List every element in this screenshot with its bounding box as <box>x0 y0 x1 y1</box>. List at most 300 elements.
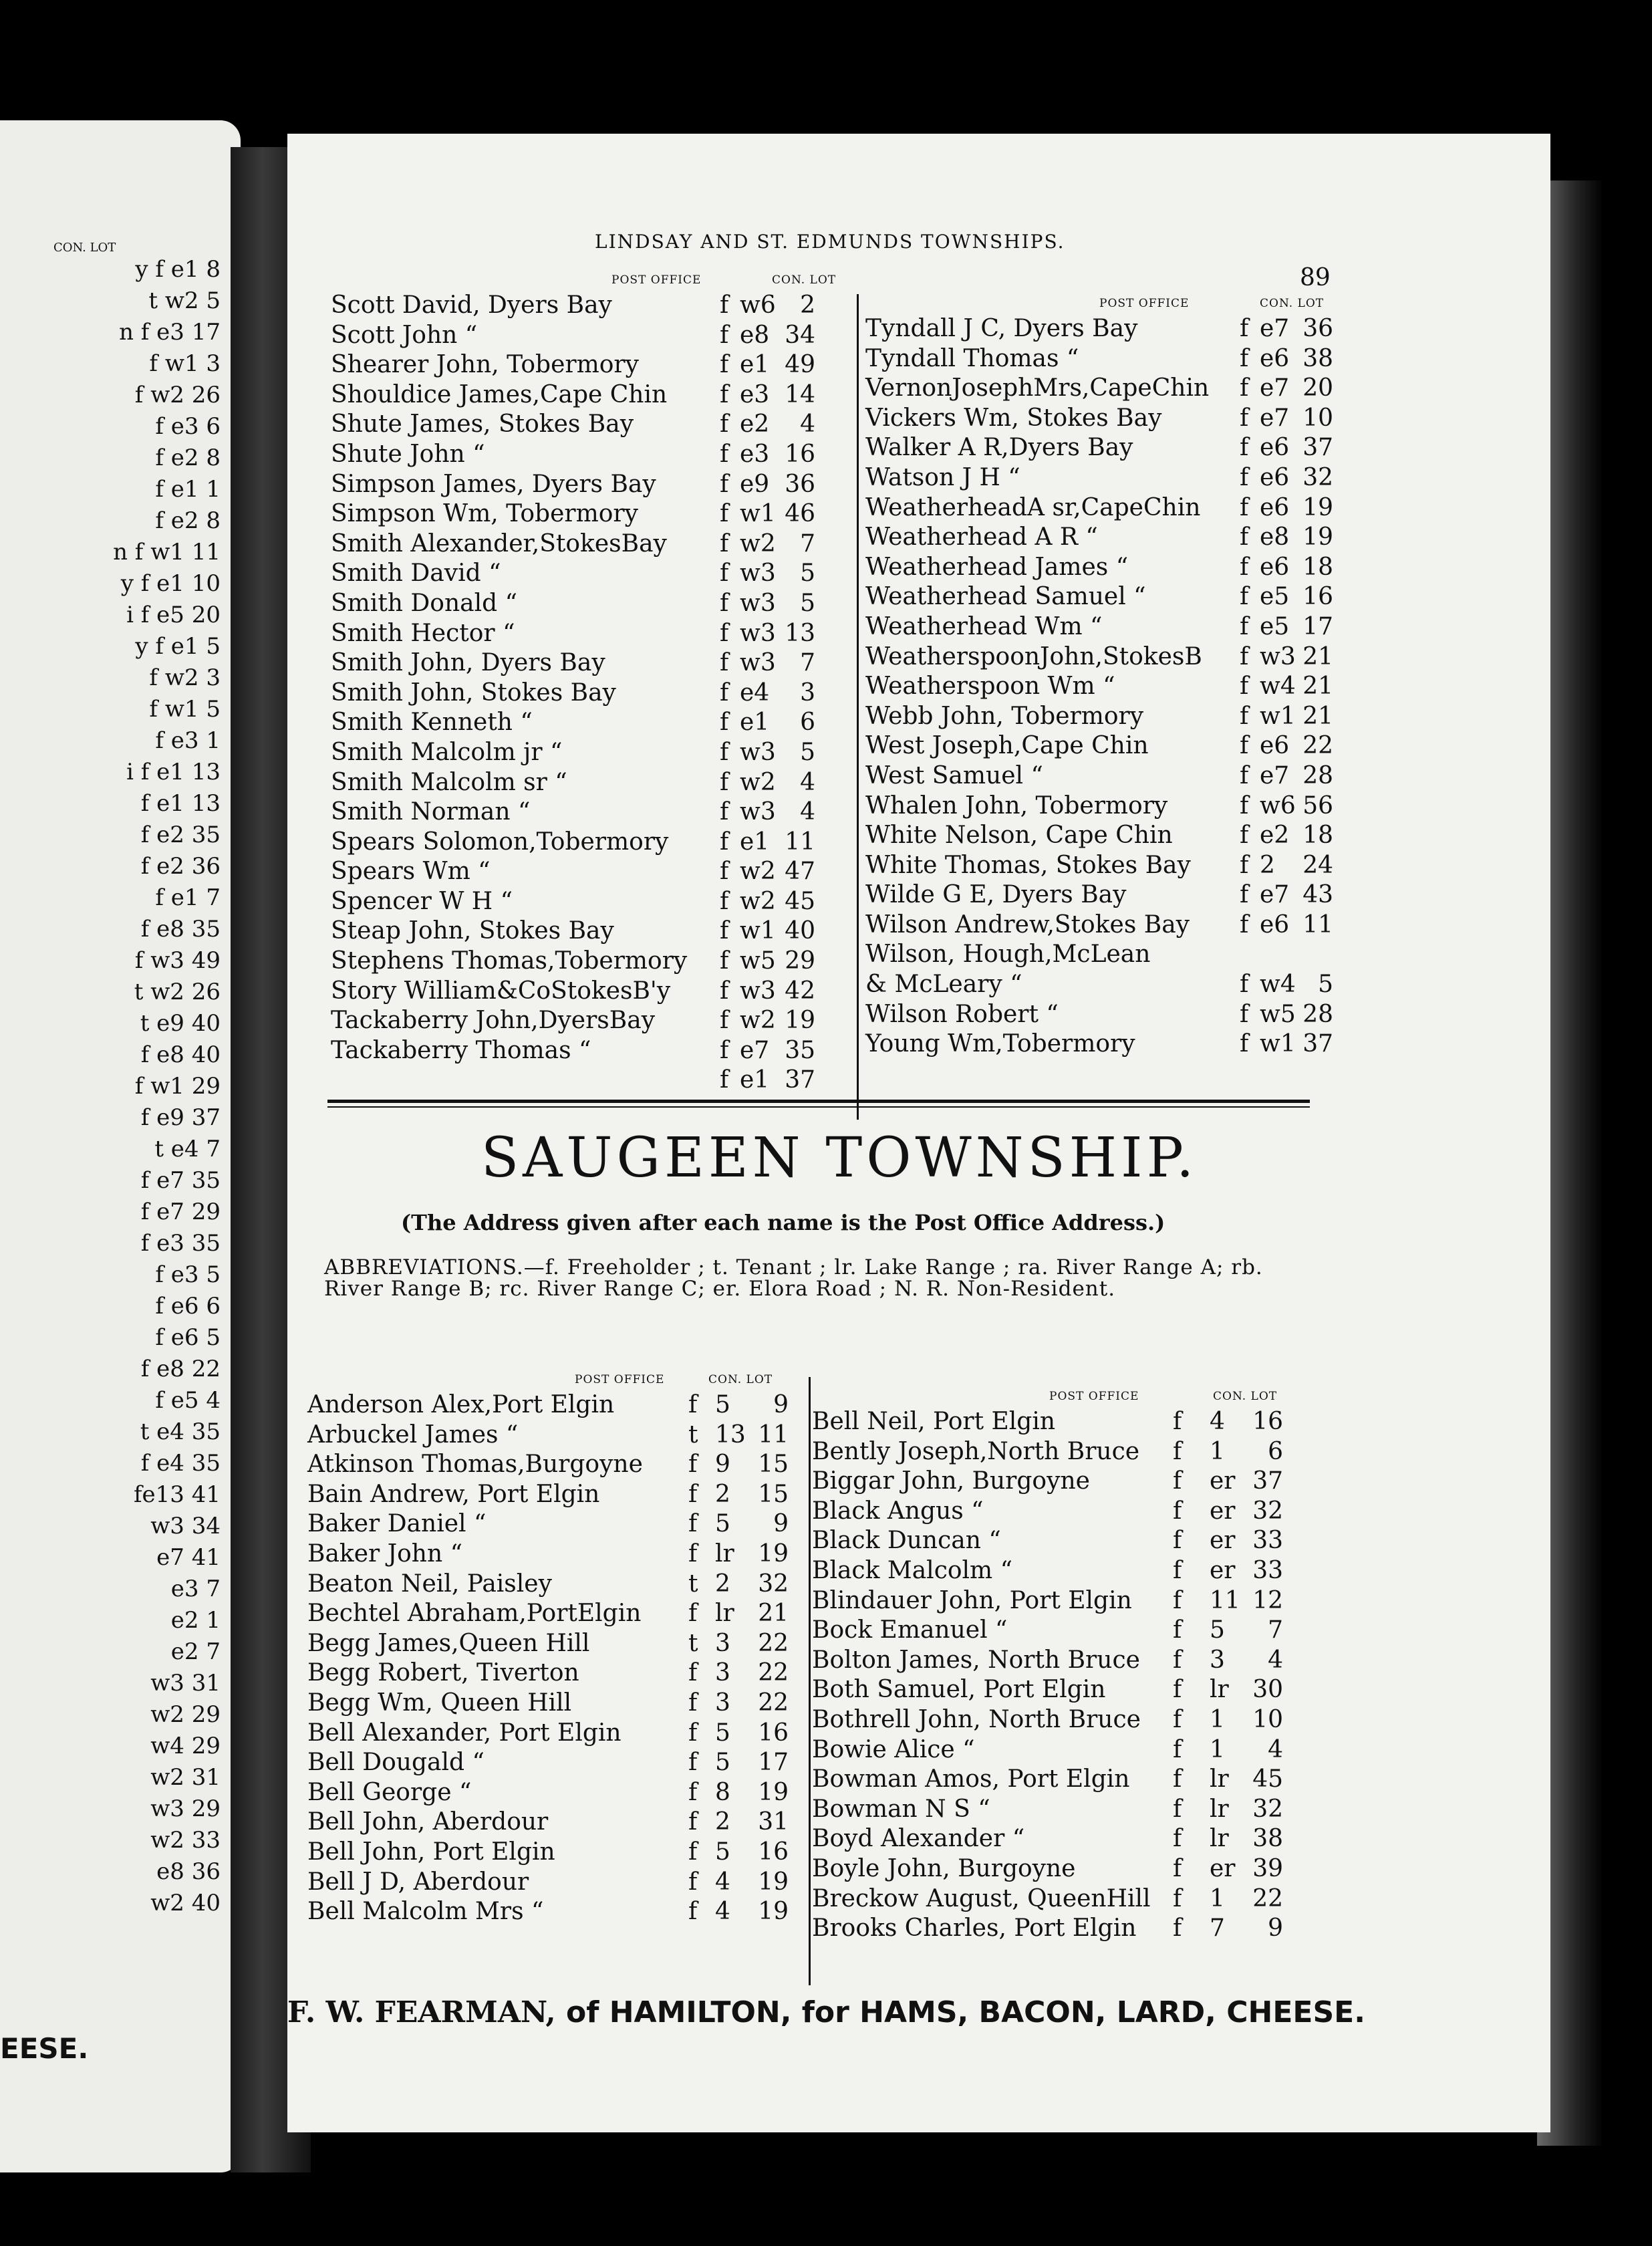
entry-name: Smith Norman “ <box>331 798 531 826</box>
entry-concession: er <box>1210 1497 1236 1525</box>
entry-concession: 4 <box>715 1868 730 1896</box>
directory-entry <box>307 1539 815 1570</box>
entry-lot: 45 <box>1252 1765 1283 1793</box>
entry-status: f <box>1173 1467 1182 1495</box>
entry-name: Whalen John, Tobermory <box>865 791 1168 820</box>
directory-entry <box>331 916 852 947</box>
left-page-entry: f w1 5 <box>149 696 221 723</box>
entry-status: f <box>720 858 729 886</box>
directory-entry <box>812 1854 1320 1884</box>
entry-lot: 39 <box>1252 1854 1283 1882</box>
entry-status: f <box>1173 1408 1182 1435</box>
left-page-entry: e2 7 <box>170 1638 221 1665</box>
entry-concession: 3 <box>715 1629 730 1657</box>
entry-name: Black Malcolm “ <box>812 1556 1013 1584</box>
entry-concession: w1 <box>740 500 776 528</box>
con-lot-header: CON. LOT <box>708 1373 773 1386</box>
directory-entry <box>331 947 852 977</box>
entry-concession: w4 <box>1260 672 1296 701</box>
entry-status: f <box>1173 1795 1182 1823</box>
directory-entry <box>865 910 1360 941</box>
left-page-entry: y f e1 10 <box>120 570 221 597</box>
entry-status: f <box>1240 315 1249 342</box>
saugeen-right-entries <box>812 1407 1320 1944</box>
section-rule <box>327 1100 1310 1103</box>
directory-entry <box>331 499 852 529</box>
entry-concession: w2 <box>740 858 776 886</box>
footer-advertisement <box>287 1995 1365 2029</box>
entry-concession: e7 <box>1260 404 1290 432</box>
entry-concession: lr <box>715 1600 734 1628</box>
entry-concession: w3 <box>740 589 776 617</box>
directory-entry <box>331 529 852 559</box>
entry-lot: 32 <box>1252 1497 1283 1525</box>
directory-entry <box>331 797 852 828</box>
entry-lot: 40 <box>785 917 815 945</box>
entry-lot: 12 <box>1252 1586 1283 1614</box>
directory-entry <box>331 1066 852 1096</box>
entry-name: Bechtel Abraham,PortElgin <box>307 1600 642 1628</box>
entry-concession: e6 <box>1260 344 1290 372</box>
directory-entry <box>865 404 1360 434</box>
directory-entry <box>307 1420 815 1451</box>
left-page-entry: f e9 37 <box>140 1104 221 1131</box>
entry-status: f <box>720 738 729 766</box>
entry-lot: 30 <box>1252 1676 1283 1704</box>
left-page-entry: f e3 35 <box>140 1230 221 1257</box>
abbreviations: ABBREVIATIONS.—f. Freeholder ; t. Tenant ; lr. Lake Range ; ra. River Range A; rb. River Range B; rc. River Range C; er. Elora Road ; N. R. Non-Resident. <box>324 1255 1263 1301</box>
entry-name: Weatherhead Wm “ <box>865 612 1103 640</box>
entry-name: Smith David “ <box>331 559 501 588</box>
entry-status: f <box>720 947 729 975</box>
entry-concession: lr <box>1210 1795 1229 1823</box>
directory-entry <box>331 648 852 678</box>
entry-lot: 9 <box>1268 1914 1283 1943</box>
entry-name: Spears Solomon,Tobermory <box>331 828 669 856</box>
entry-concession: 4 <box>1210 1408 1225 1435</box>
entry-name: Begg Wm, Queen Hill <box>307 1689 572 1717</box>
entry-name: & McLeary “ <box>865 971 1022 999</box>
entry-status: f <box>688 1749 698 1777</box>
entry-status: f <box>1173 1497 1182 1525</box>
entry-lot: 49 <box>785 351 815 379</box>
entry-lot: 22 <box>758 1689 789 1717</box>
entry-name: Baker John “ <box>307 1539 463 1568</box>
entry-status: f <box>720 410 729 439</box>
directory-entry <box>331 350 852 380</box>
left-page-entry: i f e1 13 <box>126 759 221 785</box>
entry-status: f <box>1240 344 1249 372</box>
entry-status: f <box>720 351 729 379</box>
entry-concession: w2 <box>740 529 776 557</box>
column-header <box>812 1387 1320 1407</box>
entry-concession: 1 <box>1210 1437 1225 1465</box>
entry-status: f <box>1240 910 1249 939</box>
entry-lot: 36 <box>785 470 815 498</box>
entry-status: f <box>1240 583 1249 611</box>
entry-status: f <box>1173 1437 1182 1465</box>
lindsay-left-entries <box>331 291 852 1096</box>
directory-entry <box>307 1897 815 1927</box>
directory-entry <box>331 1006 852 1036</box>
directory-entry <box>865 642 1360 672</box>
entry-lot: 11 <box>758 1420 789 1449</box>
entry-status: f <box>1173 1765 1182 1793</box>
entry-status: f <box>688 1719 698 1747</box>
entry-lot: 19 <box>758 1898 789 1926</box>
directory-entry <box>307 1748 815 1778</box>
entry-lot: 19 <box>1302 493 1333 521</box>
entry-name: Watson J H “ <box>865 463 1020 491</box>
entry-concession: er <box>1210 1854 1236 1882</box>
entry-concession: e6 <box>1260 910 1290 939</box>
directory-entry <box>307 1807 815 1838</box>
entry-lot: 2 <box>800 291 815 319</box>
entry-name: Shearer John, Tobermory <box>331 351 639 379</box>
entry-status: f <box>1240 1000 1249 1028</box>
entry-name: Arbuckel James “ <box>307 1420 519 1449</box>
entry-lot: 24 <box>1302 851 1333 879</box>
left-page-rows <box>0 254 221 1919</box>
entry-lot: 28 <box>1302 1000 1333 1028</box>
entry-lot: 18 <box>1302 553 1333 581</box>
left-page-entry: y f e1 5 <box>135 633 221 660</box>
entry-name: Black Angus “ <box>812 1497 984 1525</box>
directory-entry <box>331 440 852 470</box>
entry-status: f <box>1173 1825 1182 1853</box>
entry-name: Simpson James, Dyers Bay <box>331 470 656 498</box>
directory-entry <box>331 291 852 321</box>
entry-name: Bell John, Aberdour <box>307 1808 549 1836</box>
entry-name: Walker A R,Dyers Bay <box>865 434 1133 462</box>
entry-name: Biggar John, Burgoyne <box>812 1467 1090 1495</box>
entry-status: f <box>720 887 729 915</box>
entry-name: Baker Daniel “ <box>307 1510 487 1538</box>
entry-lot: 37 <box>1252 1467 1283 1495</box>
directory-entry <box>307 1658 815 1689</box>
entry-lot: 36 <box>1302 315 1333 342</box>
entry-lot: 21 <box>1302 672 1333 701</box>
entry-status: f <box>688 1480 698 1508</box>
entry-concession: 3 <box>1210 1646 1225 1674</box>
entry-status: f <box>1240 642 1249 670</box>
entry-name: Smith Donald “ <box>331 589 517 617</box>
entry-status: f <box>1240 971 1249 999</box>
entry-status: f <box>1173 1556 1182 1584</box>
entry-name: Bell Malcolm Mrs “ <box>307 1898 544 1926</box>
left-page-entry: f e7 29 <box>140 1199 221 1225</box>
directory-entry <box>865 374 1360 404</box>
entry-concession: 7 <box>1210 1914 1225 1943</box>
entry-lot: 16 <box>1252 1408 1283 1435</box>
entry-status: f <box>720 678 729 707</box>
entry-lot: 32 <box>758 1570 789 1598</box>
directory-entry <box>307 1390 815 1420</box>
entry-status: f <box>720 440 729 468</box>
entry-status: f <box>688 1510 698 1538</box>
entry-concession: e4 <box>740 678 770 707</box>
entry-name: Boyd Alexander “ <box>812 1825 1025 1853</box>
directory-entry <box>865 433 1360 463</box>
left-page-entry: y f e1 8 <box>135 256 221 283</box>
directory-entry <box>307 1838 815 1868</box>
entry-status: t <box>688 1629 698 1657</box>
entry-concession: w2 <box>740 768 776 796</box>
directory-entry <box>331 678 852 709</box>
left-page-entry: e3 7 <box>170 1576 221 1602</box>
directory-entry <box>307 1570 815 1600</box>
directory-entry <box>865 672 1360 702</box>
entry-concession: 9 <box>715 1451 730 1479</box>
entry-name: Bell Alexander, Port Elgin <box>307 1719 622 1747</box>
entry-concession: w2 <box>740 887 776 915</box>
entry-status: f <box>720 321 729 349</box>
entry-name: Brooks Charles, Port Elgin <box>812 1914 1137 1943</box>
entry-concession: lr <box>715 1539 734 1568</box>
left-page-entry: w3 29 <box>150 1795 221 1822</box>
left-page-entry: e2 1 <box>170 1607 221 1634</box>
entry-name: Wilde G E, Dyers Bay <box>865 881 1127 909</box>
entry-name: Smith Malcolm jr “ <box>331 738 563 766</box>
directory-entry <box>812 1407 1320 1437</box>
entry-concession: w4 <box>1260 971 1296 999</box>
entry-name: Tackaberry John,DyersBay <box>331 1007 656 1035</box>
entry-status: f <box>1240 434 1249 462</box>
left-page-entry: e7 41 <box>156 1544 221 1571</box>
directory-entry <box>812 1437 1320 1467</box>
entry-name: Bently Joseph,North Bruce <box>812 1437 1140 1465</box>
entry-lot: 28 <box>1302 761 1333 789</box>
entry-lot: 5 <box>1318 971 1333 999</box>
directory-entry <box>307 1719 815 1749</box>
entry-status: f <box>720 828 729 856</box>
entry-lot: 9 <box>773 1510 789 1538</box>
entry-name: Wilson Andrew,Stokes Bay <box>865 910 1190 939</box>
entry-lot: 21 <box>758 1600 789 1628</box>
entry-concession: e8 <box>1260 523 1290 551</box>
entry-concession: 13 <box>715 1420 746 1449</box>
entry-concession: 1 <box>1210 1884 1225 1912</box>
entry-lot: 19 <box>758 1539 789 1568</box>
entry-name: Tyndall Thomas “ <box>865 344 1079 372</box>
entry-concession: er <box>1210 1527 1236 1555</box>
entry-concession: 2 <box>715 1570 730 1598</box>
left-page-entry: n f w1 11 <box>113 539 221 566</box>
entry-status: f <box>688 1808 698 1836</box>
left-page-entry: t e4 7 <box>154 1136 221 1162</box>
entry-concession: w1 <box>1260 1030 1296 1058</box>
directory-entry <box>865 791 1360 822</box>
entry-status: f <box>720 917 729 945</box>
entry-concession: w5 <box>1260 1000 1296 1028</box>
entry-name: Shute James, Stokes Bay <box>331 410 634 439</box>
entry-status: f <box>1240 1030 1249 1058</box>
directory-entry <box>865 314 1360 344</box>
entry-status: f <box>1240 493 1249 521</box>
directory-entry <box>331 708 852 738</box>
left-page-entry: f e2 35 <box>140 822 221 848</box>
left-page <box>0 120 241 2172</box>
entry-status: f <box>1173 1586 1182 1614</box>
entry-lot: 6 <box>1268 1437 1283 1465</box>
left-page-entry: e8 36 <box>156 1858 221 1885</box>
entry-concession: w3 <box>740 798 776 826</box>
entry-status: f <box>1240 851 1249 879</box>
entry-name: White Thomas, Stokes Bay <box>865 851 1191 879</box>
directory-entry <box>812 1675 1320 1705</box>
entry-lot: 15 <box>758 1480 789 1508</box>
entry-lot: 18 <box>1302 822 1333 850</box>
entry-concession: 1 <box>1210 1735 1225 1763</box>
entry-concession: lr <box>1210 1825 1229 1853</box>
left-page-entry: f e8 22 <box>140 1356 221 1382</box>
directory-entry <box>812 1586 1320 1616</box>
left-page-entry: n f e3 17 <box>119 319 221 346</box>
entry-lot: 32 <box>1302 463 1333 491</box>
directory-entry <box>331 977 852 1007</box>
entry-lot: 45 <box>785 887 815 915</box>
entry-lot: 5 <box>800 559 815 588</box>
directory-entry <box>865 761 1360 791</box>
entry-status: f <box>1173 1735 1182 1763</box>
directory-entry <box>812 1765 1320 1795</box>
left-page-entry: f e6 5 <box>155 1324 221 1351</box>
directory-entry <box>812 1795 1320 1825</box>
post-office-header: POST OFFICE <box>611 273 702 287</box>
entry-lot: 20 <box>1302 374 1333 402</box>
entry-concession: w3 <box>740 619 776 647</box>
entry-status: f <box>720 977 729 1005</box>
entry-status: f <box>688 1659 698 1687</box>
entry-lot: 3 <box>800 678 815 707</box>
directory-entry <box>812 1526 1320 1556</box>
entry-concession: w1 <box>740 917 776 945</box>
entry-status: f <box>1173 1914 1182 1943</box>
entry-name: Scott David, Dyers Bay <box>331 291 612 319</box>
left-page-entry: w2 40 <box>150 1890 221 1916</box>
directory-entry <box>331 559 852 589</box>
left-page-entry: t w2 5 <box>148 287 221 314</box>
directory-entry <box>331 589 852 619</box>
entry-concession: 2 <box>715 1808 730 1836</box>
entry-name: Story William&CoStokesB'y <box>331 977 671 1005</box>
entry-status: f <box>720 1036 729 1064</box>
entry-lot: 10 <box>1302 404 1333 432</box>
directory-entry <box>865 1000 1360 1030</box>
entry-concession: e6 <box>1260 493 1290 521</box>
directory-entry <box>812 1556 1320 1586</box>
entry-concession: e6 <box>1260 732 1290 760</box>
directory-entry <box>865 493 1360 523</box>
entry-concession: w3 <box>740 738 776 766</box>
entry-status: f <box>1240 822 1249 850</box>
entry-concession: e1 <box>740 709 770 737</box>
entry-name: VernonJosephMrs,CapeChin <box>865 374 1210 402</box>
directory-entry <box>865 731 1360 761</box>
directory-entry <box>307 1689 815 1719</box>
entry-lot: 19 <box>758 1868 789 1896</box>
directory-entry <box>812 1824 1320 1854</box>
entry-name: Black Duncan “ <box>812 1527 1001 1555</box>
left-page-entry: w4 29 <box>150 1733 221 1759</box>
left-page-entry: f e2 8 <box>155 445 221 471</box>
entry-status: f <box>1240 732 1249 760</box>
entry-status: f <box>688 1391 698 1418</box>
directory-entry <box>812 1467 1320 1497</box>
directory-entry <box>865 851 1360 881</box>
entry-status: f <box>688 1838 698 1866</box>
entry-status: f <box>1173 1676 1182 1704</box>
entry-name: Anderson Alex,Port Elgin <box>307 1391 615 1418</box>
entry-concession: 2 <box>715 1480 730 1508</box>
entry-status: f <box>1173 1854 1182 1882</box>
entry-lot: 17 <box>758 1749 789 1777</box>
entry-lot: 4 <box>800 798 815 826</box>
entry-status: f <box>1240 702 1249 730</box>
entry-concession: 5 <box>715 1838 730 1866</box>
directory-entry <box>307 1450 815 1480</box>
post-office-header: POST OFFICE <box>1099 297 1190 310</box>
entry-concession: 8 <box>715 1778 730 1806</box>
directory-entry <box>331 380 852 410</box>
entry-concession: w3 <box>1260 642 1296 670</box>
left-page-entry: w2 33 <box>150 1827 221 1854</box>
entry-name: Breckow August, QueenHill <box>812 1884 1151 1912</box>
entry-lot: 37 <box>785 1066 815 1094</box>
running-head: LINDSAY AND ST. EDMUNDS TOWNSHIPS. <box>595 231 1065 253</box>
entry-name: Bain Andrew, Port Elgin <box>307 1480 600 1508</box>
entry-concession: w6 <box>740 291 776 319</box>
left-page-entry: f e3 1 <box>155 727 221 754</box>
directory-entry <box>865 821 1360 851</box>
lindsay-left-column <box>331 271 852 1096</box>
lindsay-right-entries <box>865 314 1360 1059</box>
entry-lot: 22 <box>1302 732 1333 760</box>
entry-name: Weatherhead James “ <box>865 553 1129 581</box>
entry-name: WeatherheadA sr,CapeChin <box>865 493 1201 521</box>
entry-concession: 3 <box>715 1689 730 1717</box>
entry-lot: 22 <box>758 1629 789 1657</box>
entry-status: f <box>1240 523 1249 551</box>
entry-concession: e1 <box>740 828 770 856</box>
entry-concession: 5 <box>715 1719 730 1747</box>
entry-concession: e6 <box>1260 434 1290 462</box>
entry-concession: e1 <box>740 351 770 379</box>
entry-name: Weatherspoon Wm “ <box>865 672 1115 701</box>
entry-name: Bowman N S “ <box>812 1795 990 1823</box>
entry-concession: er <box>1210 1556 1236 1584</box>
entry-lot: 37 <box>1302 1030 1333 1058</box>
entry-concession: e5 <box>1260 612 1290 640</box>
entry-name: Shute John “ <box>331 440 485 468</box>
entry-concession: 5 <box>1210 1616 1225 1644</box>
column-divider <box>809 1377 811 1985</box>
entry-concession: lr <box>1210 1765 1229 1793</box>
entry-status: f <box>688 1898 698 1926</box>
entry-name: Scott John “ <box>331 321 478 349</box>
directory-entry <box>865 344 1360 374</box>
entry-status: f <box>688 1451 698 1479</box>
entry-status: f <box>1173 1705 1182 1733</box>
entry-lot: 10 <box>1252 1705 1283 1733</box>
entry-status: f <box>1240 463 1249 491</box>
directory-entry <box>865 612 1360 642</box>
entry-lot: 37 <box>1302 434 1333 462</box>
entry-concession: w6 <box>1260 791 1296 820</box>
entry-lot: 38 <box>1302 344 1333 372</box>
entry-name: Weatherhead A R “ <box>865 523 1098 551</box>
directory-entry <box>331 738 852 768</box>
